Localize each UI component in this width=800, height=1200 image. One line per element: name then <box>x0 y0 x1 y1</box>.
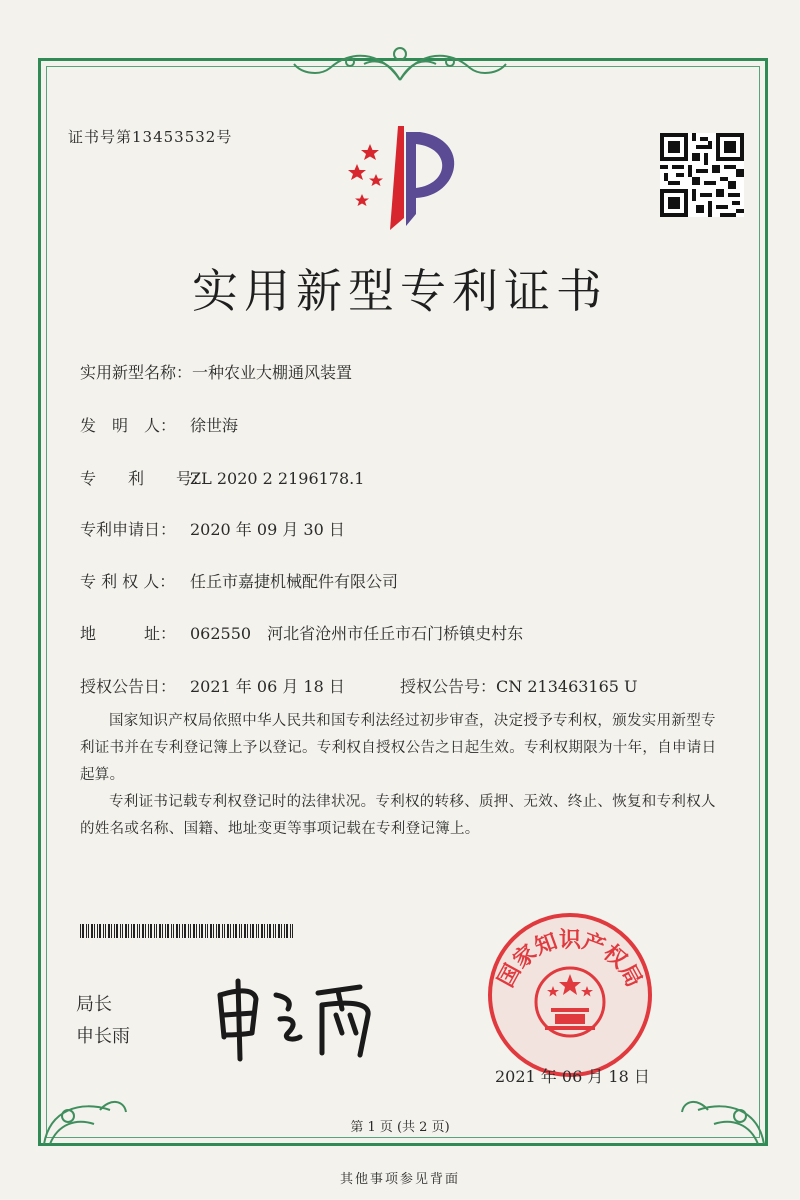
signatory-name: 申长雨 <box>76 1026 130 1047</box>
qr-code <box>660 133 744 217</box>
field-utility-model-name <box>80 360 352 383</box>
barcode <box>80 924 295 938</box>
footer-note: 其他事项参见背面 <box>339 1172 460 1187</box>
handwritten-signature <box>210 975 410 1065</box>
field-value: 2021 年 06 月 18 日 <box>190 677 345 696</box>
field-label: 授权公告日： <box>80 677 177 696</box>
field-label: 实用新型名称： <box>80 363 193 382</box>
seal-text: 国家知识产权局 <box>493 927 647 992</box>
patent-office-logo <box>340 118 475 233</box>
certificate-number: 证书号第13453532号 <box>68 128 233 146</box>
field-value: 一种农业大棚通风装置 <box>192 363 353 382</box>
bottom-right-ornament <box>678 1080 768 1148</box>
field-value: 062550 河北省沧州市任丘市石门桥镇史村东 <box>190 624 524 643</box>
field-inventor <box>80 413 238 436</box>
certificate-title: 实用新型专利证书 <box>192 264 608 318</box>
signatory-title: 局长 <box>76 994 112 1015</box>
field-value: 任丘市嘉捷机械配件有限公司 <box>190 572 399 591</box>
field-label: 地 址： <box>80 624 177 643</box>
top-ornament <box>290 40 510 84</box>
field-address <box>80 621 523 644</box>
field-grant-date <box>80 674 345 697</box>
field-patentee <box>80 569 398 592</box>
seal-date: 2021 年 06 月 18 日 <box>495 1067 650 1086</box>
field-value: 徐世海 <box>190 416 239 435</box>
field-grant-number <box>400 674 638 697</box>
bottom-left-ornament <box>40 1080 130 1148</box>
field-label: 专 利 号： <box>80 469 209 488</box>
body-paragraph-2: 专利证书记载专利权登记时的法律状况。专利权的转移、质押、无效、终止、恢复和专利权人的姓名或名称、国籍、地址变更等事项记载在专利登记簿上。 <box>80 794 716 837</box>
body-paragraph-1: 国家知识产权局依照中华人民共和国专利法经过初步审查，决定授予专利权，颁发实用新型专利证书并在专利登记簿上予以登记。专利权自授权公告之日起生效。专利权期限为十年，自申请日起算。 <box>80 713 717 783</box>
field-value: CN 213463165 U <box>496 677 638 696</box>
field-value: ZL 2020 2 2196178.1 <box>190 469 365 488</box>
field-label: 专 利 权 人： <box>80 572 176 591</box>
field-label: 发 明 人： <box>80 416 177 435</box>
field-label: 授权公告号： <box>400 677 497 696</box>
page-number: 第 1 页 (共 2 页) <box>350 1120 450 1135</box>
field-patent-number <box>80 466 364 489</box>
field-filing-date <box>80 517 345 540</box>
field-label: 专利申请日： <box>80 520 177 539</box>
official-seal <box>485 910 655 1080</box>
field-value: 2020 年 09 月 30 日 <box>190 520 345 539</box>
